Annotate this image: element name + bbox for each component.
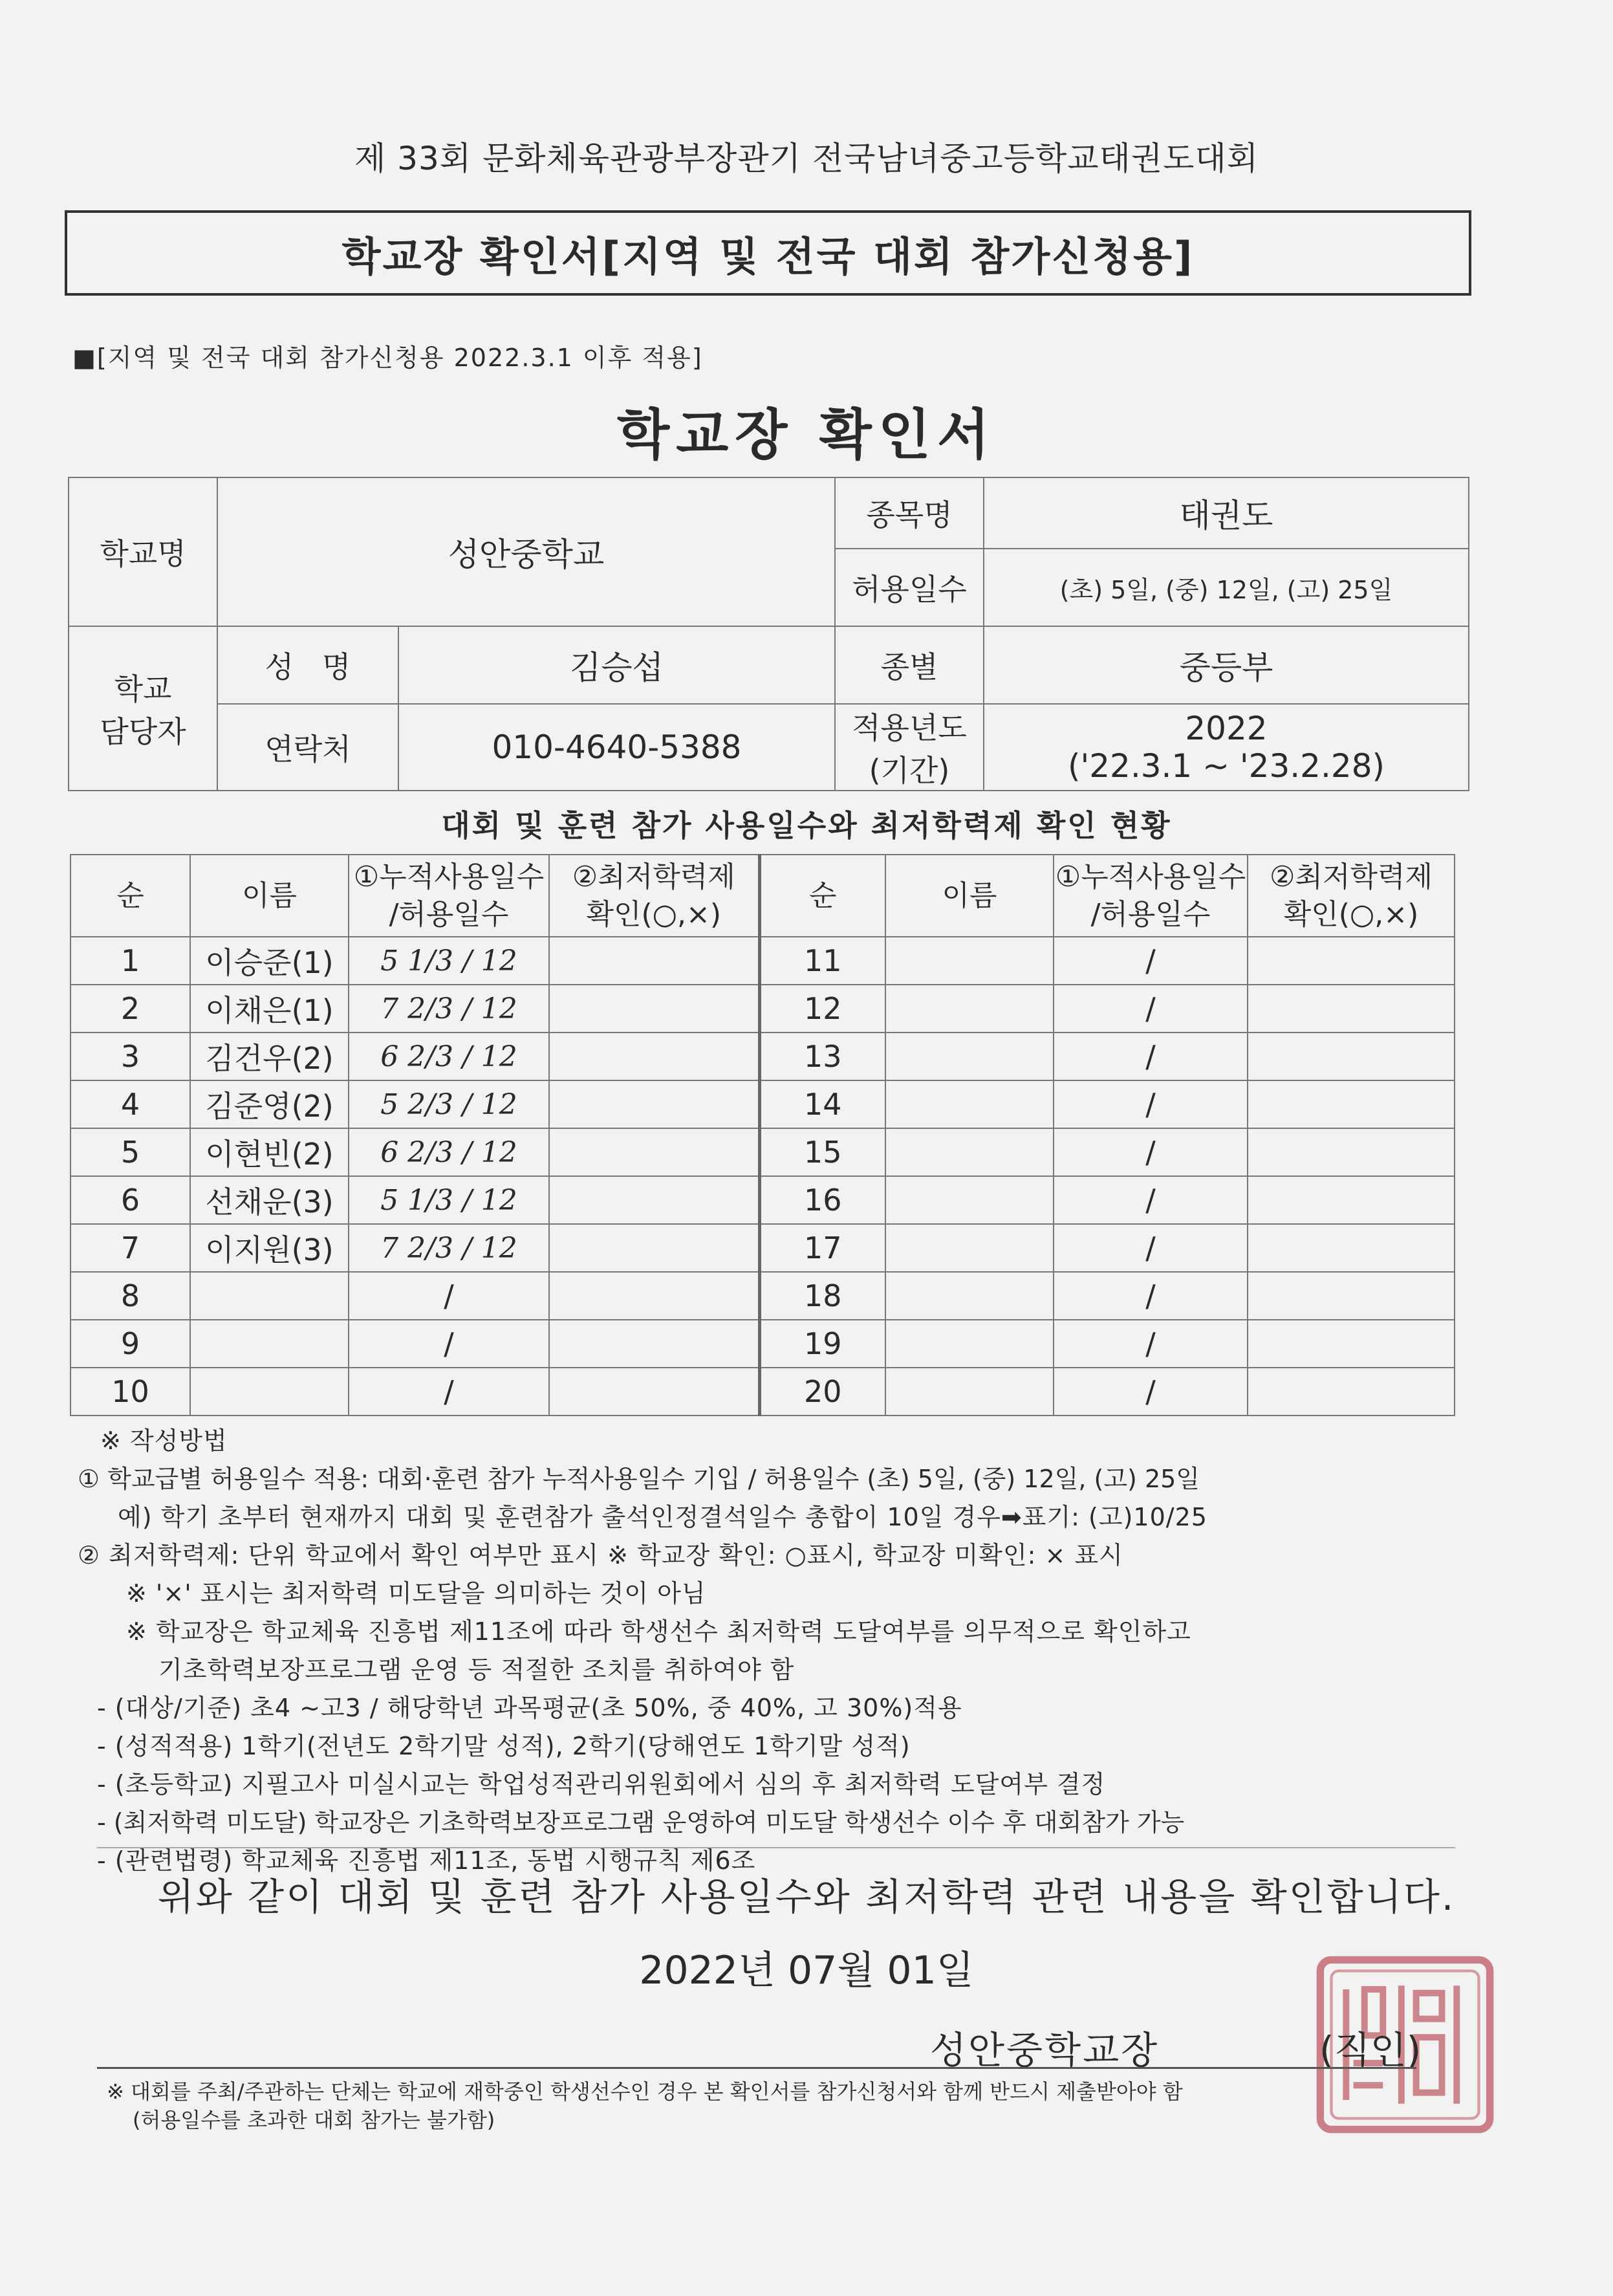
guide-line-3: ② 최저학력제: 단위 학교에서 확인 여부만 표시 ※ 학교장 확인: ○표시, 학교장 미확인: × 표시 — [78, 1541, 1123, 1569]
guide-line-8: - (성적적용) 1학기(전년도 2학기말 성적), 2학기(당해연도 1학기말 성적) — [97, 1732, 911, 1760]
row-no: 11 — [759, 937, 885, 985]
row-no: 6 — [70, 1176, 190, 1224]
row-check — [1248, 1320, 1455, 1368]
form-note: ■[지역 및 전국 대회 참가신청용 2022.3.1 이후 적용] — [72, 344, 703, 372]
row-days: / — [1054, 1176, 1248, 1224]
guide-line-4: ※ '×' 표시는 최저학력 미도달을 의미하는 것이 아님 — [126, 1579, 706, 1608]
row-name — [190, 1368, 349, 1416]
row-name — [190, 1272, 349, 1320]
header-days-right — [1054, 855, 1248, 937]
event-title: 제 33회 문화체육관광부장관기 전국남녀중고등학교태권도대회 — [354, 140, 1259, 177]
row-no: 17 — [759, 1224, 885, 1272]
row-check — [549, 1320, 759, 1368]
header-min-line1: ②최저학력제 — [1270, 860, 1433, 894]
document-title: 학교장 확인서[지역 및 전국 대회 참가신청용] — [341, 232, 1195, 280]
row-days: 6 2/3 / 12 — [349, 1033, 549, 1080]
period-range: ('22.3.1 ~ '23.2.28) — [1067, 747, 1385, 785]
row-check — [1248, 1080, 1455, 1128]
row-name: 선채운(3) — [190, 1176, 349, 1224]
row-days: 7 2/3 / 12 — [349, 1224, 549, 1272]
main-title: 학교장 확인서 — [616, 403, 997, 466]
guide-divider — [97, 1847, 1455, 1848]
table-row — [70, 985, 1455, 1033]
row-check — [549, 937, 759, 985]
table-row — [70, 1033, 1455, 1080]
row-days: / — [1054, 1080, 1248, 1128]
row-no: 5 — [70, 1128, 190, 1176]
guide-line-10: - (최저학력 미도달) 학교장은 기초학력보장프로그램 운영하여 미도달 학생선수 이수 후 대회참가 가능 — [97, 1808, 1185, 1837]
row-check — [549, 1224, 759, 1272]
info-table — [68, 477, 1469, 791]
row-no: 13 — [759, 1033, 885, 1080]
allow-value: (초) 5일, (중) 12일, (고) 25일 — [984, 549, 1469, 626]
period-value — [984, 704, 1469, 791]
row-check — [1248, 1272, 1455, 1320]
row-days: / — [1054, 1368, 1248, 1416]
row-no: 14 — [759, 1080, 885, 1128]
row-no: 19 — [759, 1320, 885, 1368]
principal-name: 성안중학교장 — [930, 2028, 1160, 2072]
row-no: 9 — [70, 1320, 190, 1368]
header-name-left: 이름 — [190, 855, 349, 937]
row-check — [1248, 937, 1455, 985]
guide-line-11: - (관련법령) 학교체육 진흥법 제11조, 동법 시행규칙 제6조 — [97, 1846, 756, 1875]
guide-line-5: ※ 학교장은 학교체육 진흥법 제11조에 따라 학생선수 최저학력 도달여부를 의무적으로 확인하고 — [126, 1617, 1191, 1646]
contact-value: 010-4640-5388 — [398, 704, 835, 791]
row-name — [885, 1176, 1054, 1224]
row-name — [885, 1080, 1054, 1128]
header-min-left — [549, 855, 759, 937]
row-name: 이지원(3) — [190, 1224, 349, 1272]
row-check — [549, 1128, 759, 1176]
period-label-line2: (기간) — [869, 753, 950, 788]
period-label-line1: 적용년도 — [852, 710, 967, 745]
row-no: 20 — [759, 1368, 885, 1416]
table-row — [70, 1272, 1455, 1320]
document-title-box — [65, 210, 1471, 296]
period-year: 2022 — [1185, 710, 1268, 747]
row-check — [549, 985, 759, 1033]
row-check — [1248, 1033, 1455, 1080]
staff-label-line1: 학교 — [114, 672, 172, 706]
division-value: 중등부 — [984, 626, 1469, 704]
row-days: / — [349, 1320, 549, 1368]
row-name — [885, 1320, 1054, 1368]
row-days: 5 1/3 / 12 — [349, 937, 549, 985]
guide-line-9: - (초등학교) 지필고사 미실시교는 학업성적관리위원회에서 심의 후 최저학력 도달여부 결정 — [97, 1770, 1106, 1799]
row-check — [549, 1033, 759, 1080]
table-row — [70, 1176, 1455, 1224]
row-name — [885, 937, 1054, 985]
row-no: 3 — [70, 1033, 190, 1080]
name-value: 김승섭 — [398, 626, 835, 704]
table-row — [70, 937, 1455, 985]
allow-label: 허용일수 — [835, 549, 984, 626]
row-days: 5 2/3 / 12 — [349, 1080, 549, 1128]
header-name-right: 이름 — [885, 855, 1054, 937]
row-days: / — [1054, 1224, 1248, 1272]
row-days: / — [349, 1272, 549, 1320]
row-days: / — [1054, 1320, 1248, 1368]
header-min-right — [1248, 855, 1455, 937]
table-row — [70, 1080, 1455, 1128]
row-name — [885, 1128, 1054, 1176]
guide-line-6: 기초학력보장프로그램 운영 등 적절한 조치를 취하여야 함 — [158, 1656, 795, 1684]
row-no: 18 — [759, 1272, 885, 1320]
header-days-line2: /허용일수 — [1090, 897, 1211, 931]
row-no: 10 — [70, 1368, 190, 1416]
row-check — [549, 1080, 759, 1128]
table-row — [70, 1128, 1455, 1176]
sport-value: 태권도 — [984, 477, 1469, 549]
division-label: 종별 — [835, 626, 984, 704]
table-row — [70, 1320, 1455, 1368]
row-no: 15 — [759, 1128, 885, 1176]
row-days: / — [1054, 937, 1248, 985]
row-name: 김준영(2) — [190, 1080, 349, 1128]
row-name — [885, 1224, 1054, 1272]
row-name: 이현빈(2) — [190, 1128, 349, 1176]
section-heading: 대회 및 훈련 참가 사용일수와 최저학력제 확인 현황 — [441, 808, 1172, 843]
row-no: 8 — [70, 1272, 190, 1320]
row-check — [1248, 1128, 1455, 1176]
students-table — [70, 854, 1455, 1416]
row-check — [549, 1176, 759, 1224]
table-row — [70, 1368, 1455, 1416]
row-no: 4 — [70, 1080, 190, 1128]
header-min-line2: 확인(○,×) — [1283, 897, 1419, 931]
row-name: 이승준(1) — [190, 937, 349, 985]
header-no-right: 순 — [759, 855, 885, 937]
row-days: / — [1054, 1272, 1248, 1320]
header-no-left: 순 — [70, 855, 190, 937]
row-no: 2 — [70, 985, 190, 1033]
row-check — [1248, 1224, 1455, 1272]
header-days-left — [349, 855, 549, 937]
row-name — [190, 1320, 349, 1368]
row-days: 6 2/3 / 12 — [349, 1128, 549, 1176]
row-name: 김건우(2) — [190, 1033, 349, 1080]
staff-label-line2: 담당자 — [100, 714, 186, 749]
row-name — [885, 1368, 1054, 1416]
header-min-line1: ②최저학력제 — [572, 860, 735, 894]
row-days: / — [1054, 985, 1248, 1033]
row-days: / — [1054, 1033, 1248, 1080]
row-check — [1248, 1176, 1455, 1224]
row-name: 이채은(1) — [190, 985, 349, 1033]
guide-title: ※ 작성방법 — [100, 1427, 228, 1455]
row-days: 7 2/3 / 12 — [349, 985, 549, 1033]
row-no: 16 — [759, 1176, 885, 1224]
row-name — [885, 985, 1054, 1033]
row-name — [885, 1033, 1054, 1080]
guide-line-7: - (대상/기준) 초4 ~고3 / 해당학년 과목평균(초 50%, 중 40%, 고 30%)적용 — [97, 1694, 962, 1722]
row-check — [1248, 1368, 1455, 1416]
issue-date: 2022년 07월 01일 — [639, 1948, 974, 1993]
guide-line-1: ① 학교급별 허용일수 적용: 대회·훈련 참가 누적사용일수 기입 / 허용일수 (초) 5일, (중) 12일, (고) 25일 — [78, 1465, 1200, 1493]
row-days: / — [1054, 1128, 1248, 1176]
seal-mark: (직인) — [1319, 2028, 1422, 2072]
header-days-line2: /허용일수 — [389, 897, 509, 931]
table-row — [70, 1224, 1455, 1272]
period-label — [835, 704, 984, 791]
row-no: 1 — [70, 937, 190, 985]
row-days: 5 1/3 / 12 — [349, 1176, 549, 1224]
row-check — [549, 1272, 759, 1320]
confirm-text: 위와 같이 대회 및 훈련 참가 사용일수와 최저학력 관련 내용을 확인합니다. — [157, 1875, 1456, 1919]
name-label: 성 명 — [217, 626, 398, 704]
footer-line-2: (허용일수를 초과한 대회 참가는 불가함) — [133, 2108, 495, 2132]
row-no: 12 — [759, 985, 885, 1033]
header-min-line2: 확인(○,×) — [586, 897, 722, 931]
header-days-line1: ①누적사용일수 — [353, 860, 545, 894]
staff-label — [69, 626, 217, 791]
row-check — [1248, 985, 1455, 1033]
school-value: 성안중학교 — [217, 477, 835, 626]
school-label: 학교명 — [69, 477, 217, 626]
contact-label: 연락처 — [217, 704, 398, 791]
guide-line-2: 예) 학기 초부터 현재까지 대회 및 훈련참가 출석인정결석일수 총합이 10일 경우➡표기: (고)10/25 — [118, 1503, 1207, 1531]
header-days-line1: ①누적사용일수 — [1055, 860, 1246, 894]
row-days: / — [349, 1368, 549, 1416]
footer-line-1: ※ 대회를 주최/주관하는 단체는 학교에 재학중인 학생선수인 경우 본 확인서를 참가신청서와 함께 반드시 제출받아야 함 — [107, 2079, 1183, 2104]
footer-divider — [97, 2067, 1416, 2069]
row-check — [549, 1368, 759, 1416]
row-name — [885, 1272, 1054, 1320]
sport-label: 종목명 — [835, 477, 984, 549]
row-no: 7 — [70, 1224, 190, 1272]
